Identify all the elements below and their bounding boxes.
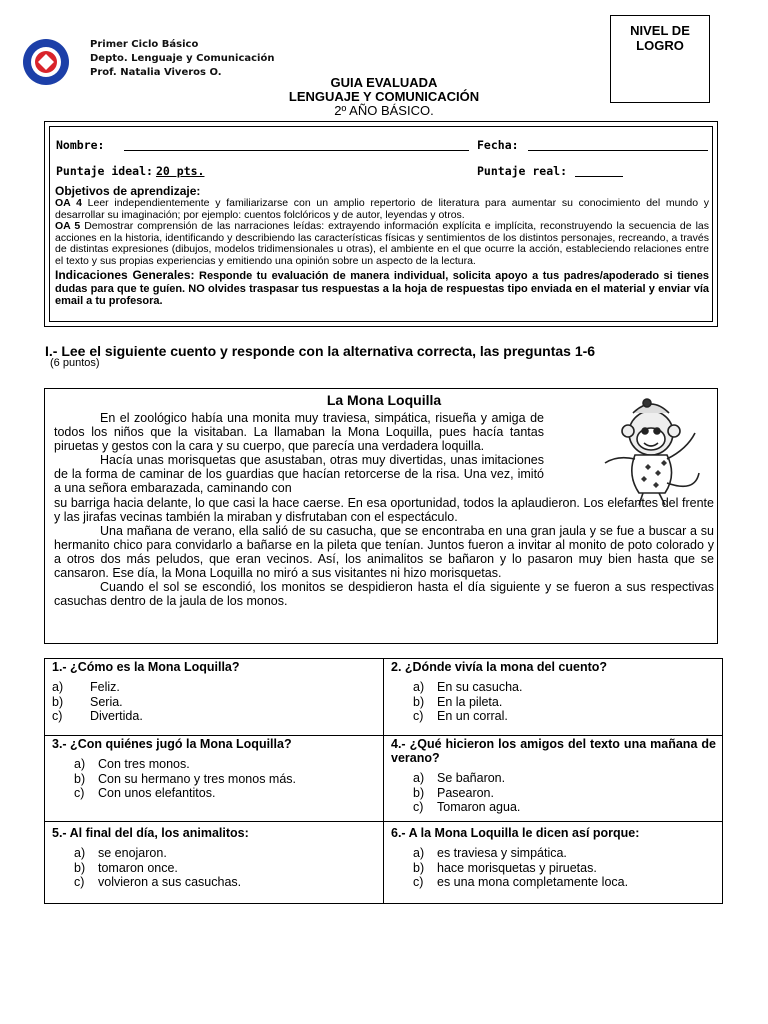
indicaciones: Indicaciones Generales: Responde tu evaluación de manera individual, solicita apoyo a tus padres/apoderado si tienes dudas para que te guíen. NO olvides traspasar tus respuestas a la hoja de respuestas tipo enviada en el material y enviar vía email a tu profesora. bbox=[55, 268, 710, 307]
fecha-label: Fecha: bbox=[477, 138, 519, 152]
question-6 bbox=[391, 826, 716, 890]
nombre-field[interactable] bbox=[124, 150, 469, 151]
story-paragraph: En el zoológico había una monita muy traviesa, simpática, risueña y amiga de todos los niños que la visitaban. La llamaban la Mona Loquilla, pues hacía tantas piruetas y gestos con la cara y su cuerpo, que parecía una verdadera loquilla. bbox=[54, 411, 544, 454]
section-title: I.- Lee el siguiente cuento y responde con la alternativa correcta, las preguntas 1-6 bbox=[45, 343, 596, 359]
option[interactable]: a) Se bañaron. bbox=[413, 771, 506, 785]
question-4 bbox=[391, 737, 716, 815]
puntaje-real-label: Puntaje real: bbox=[477, 164, 568, 178]
grade-title: 2º AÑO BÁSICO. bbox=[334, 103, 434, 118]
nivel-label: NIVEL DE bbox=[630, 23, 690, 38]
oa4-text: OA 4 Leer independientemente y familiarizarse con un amplio repertorio de literatura para aumentar su conocimiento del mundo y desarrollar su imaginación; por ejemplo: cuentos folclóricos y de autor, leyendas y otros. bbox=[55, 197, 709, 221]
option[interactable]: a) En su casucha. bbox=[413, 680, 523, 694]
option[interactable]: c) Con unos elefantitos. bbox=[74, 786, 216, 800]
subject-title: LENGUAJE Y COMUNICACIÓN bbox=[288, 89, 480, 104]
question-text: 1.- ¿Cómo es la Mona Loquilla? bbox=[52, 660, 240, 674]
school-line: Prof. Natalia Viveros O. bbox=[90, 67, 222, 78]
question-5 bbox=[52, 826, 377, 890]
nombre-label: Nombre: bbox=[56, 138, 105, 152]
story-paragraph: Una mañana de verano, ella salió de su casucha, que se encontraba en una gran jaula y se fue a buscar a su hermanito chico para convidarlo a bañarse en la pileta que tenían. Juntos fueron a invitar al monito de poto colorado y a otros dos más peludos, que eran vecinos. Así, los animalitos se bañaron y lo pasaron muy bien hasta que se cansaron. Ese día, la Mona Loquilla no miró a sus visitantes ni hizo morisquetas. bbox=[54, 523, 714, 581]
school-line: Primer Ciclo Básico bbox=[90, 39, 199, 50]
option[interactable]: b) tomaron once. bbox=[74, 860, 178, 875]
oa4-code: OA 4 bbox=[55, 197, 82, 209]
option[interactable]: a) Con tres monos. bbox=[74, 757, 190, 771]
puntaje-real-field[interactable] bbox=[575, 176, 623, 177]
puntaje-ideal-label: Puntaje ideal: bbox=[56, 164, 153, 178]
option[interactable]: b) En la pileta. bbox=[413, 694, 503, 709]
objectives bbox=[55, 185, 709, 308]
option[interactable]: b) Pasearon. bbox=[413, 785, 494, 800]
question-text: 4.- ¿Qué hicieron los amigos del texto una mañana de verano? bbox=[391, 737, 716, 765]
option[interactable]: a) Feliz. bbox=[52, 680, 120, 694]
story-paragraph: Hacía unas morisquetas que asustaban, otras muy divertidas, unas imitaciones de la forma de caminar de los guardias que hacían retorcerse de la risa. Una vez, imitó a una señora embarazada, caminando con bbox=[54, 453, 544, 496]
question-2 bbox=[391, 660, 716, 724]
option[interactable]: a) se enojaron. bbox=[74, 846, 167, 860]
school-info bbox=[90, 38, 274, 80]
oa5-text: OA 5 Demostrar comprensión de las narraciones leídas: extrayendo información explícita e implícita, reconstruyendo la secuencia de las acciones en la historia, identificando y describiendo las características físicas y sentimientos de los distintos personajes, recreando, a través de distintas expresiones (dibujos, modelos tridimensionales u otras), el ambiente en el que ocurre la acción, estableciendo relaciones entre el texto y sus propias experiencias y emitiendo una opinión sobre un aspecto de la lectura. bbox=[55, 220, 710, 267]
story-paragraph: su barriga hacia delante, lo que casi la hace caerse. En esa oportunidad, todos la aplaudieron. Los elefantes del frente y las jirafas vecinas también la miraban y disfrutaban con el espectáculo. bbox=[54, 495, 714, 524]
indicaciones-label: Indicaciones Generales: bbox=[55, 268, 195, 282]
objetivos-title: Objetivos de aprendizaje: bbox=[55, 184, 201, 198]
school-line: Depto. Lenguaje y Comunicación bbox=[90, 53, 275, 64]
fecha-field[interactable] bbox=[528, 150, 708, 151]
story-paragraph: Cuando el sol se escondió, los monitos se despidieron hasta el día siguiente y se fueron a sus respectivas casuchas dentro de la jaula de los monos. bbox=[54, 580, 714, 609]
question-text: 5.- Al final del día, los animalitos: bbox=[52, 826, 249, 840]
logro-label: LOGRO bbox=[636, 38, 684, 53]
option[interactable]: c) Divertida. bbox=[52, 709, 143, 723]
option[interactable]: c) es una mona completamente loca. bbox=[413, 875, 629, 889]
option[interactable]: a) es traviesa y simpática. bbox=[413, 846, 567, 860]
oa5-code: OA 5 bbox=[55, 220, 81, 232]
story-title: La Mona Loquilla bbox=[326, 392, 442, 408]
question-text: 6.- A la Mona Loquilla le dicen así porque: bbox=[391, 826, 640, 840]
option[interactable]: b) hace morisquetas y piruetas. bbox=[413, 860, 597, 875]
page-titles bbox=[0, 76, 768, 118]
question-3 bbox=[52, 737, 377, 801]
option[interactable]: c) volvieron a sus casuchas. bbox=[74, 875, 242, 889]
story-text bbox=[54, 411, 714, 608]
option[interactable]: c) En un corral. bbox=[413, 709, 508, 723]
puntaje-ideal-value: 20 pts. bbox=[156, 164, 205, 178]
question-text: 2. ¿Dónde vivía la mona del cuento? bbox=[391, 660, 608, 674]
section-points: (6 puntos) bbox=[50, 357, 100, 369]
page-title: GUIA EVALUADA bbox=[330, 75, 438, 90]
question-text: 3.- ¿Con quiénes jugó la Mona Loquilla? bbox=[52, 737, 292, 751]
option[interactable]: c) Tomaron agua. bbox=[413, 800, 521, 814]
question-1 bbox=[52, 660, 377, 724]
option[interactable]: b) Seria. bbox=[52, 694, 123, 709]
option[interactable]: b) Con su hermano y tres monos más. bbox=[74, 771, 296, 786]
